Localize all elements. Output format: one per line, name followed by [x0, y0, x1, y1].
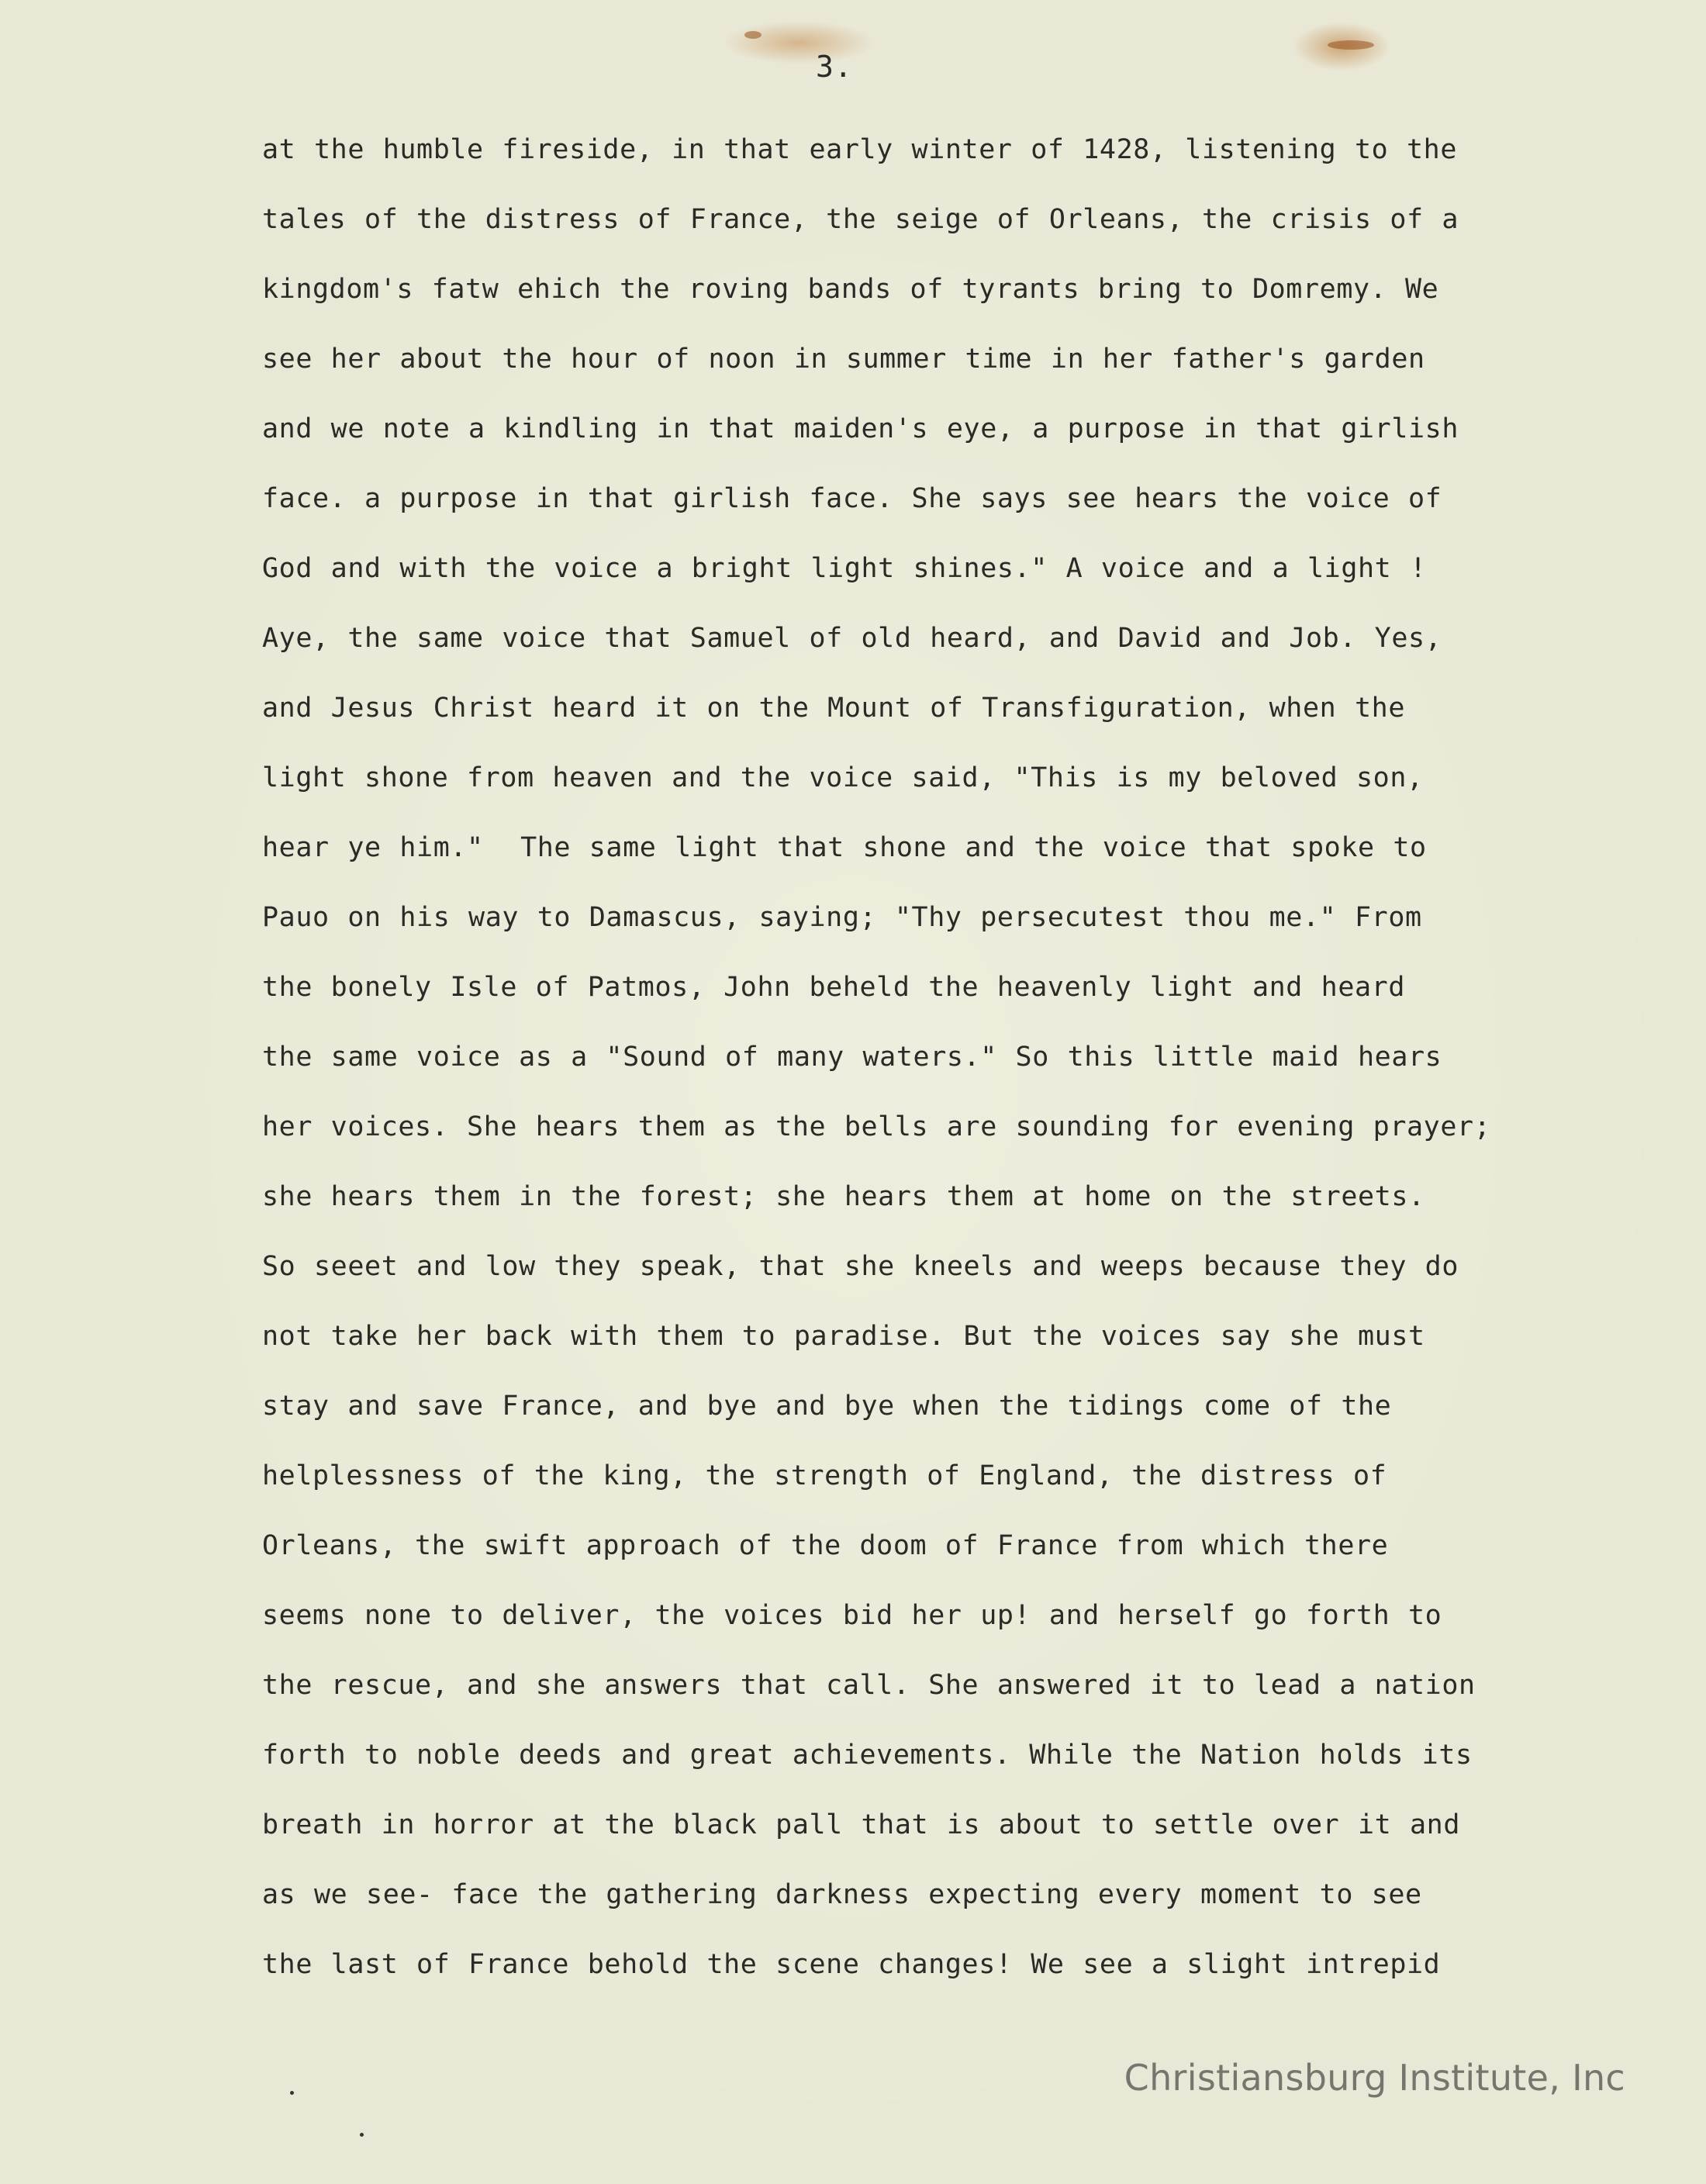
text-line: So seeet and low they speak, that she kneels and weeps because they do	[262, 1251, 1459, 1282]
text-line: at the humble fireside, in that early winter of 1428, listening to the	[262, 134, 1458, 165]
text-line: not take her back with them to paradise. But the voices say she must	[262, 1321, 1425, 1352]
text-line: the rescue, and she answers that call. She answered it to lead a nation	[262, 1670, 1476, 1701]
text-line: face. a purpose in that girlish face. She says see hears the voice of	[262, 483, 1442, 514]
text-line: she hears them in the forest; she hears them at home on the streets.	[262, 1181, 1425, 1212]
text-line: helplessness of the king, the strength of England, the distress of	[262, 1460, 1387, 1491]
text-line: and Jesus Christ heard it on the Mount of Transfiguration, when the	[262, 693, 1406, 724]
page-number: 3.	[816, 50, 853, 84]
text-line: Aye, the same voice that Samuel of old heard, and David and Job. Yes,	[262, 623, 1442, 654]
text-line: seems none to deliver, the voices bid her up! and herself go forth to	[262, 1600, 1442, 1631]
text-line: tales of the distress of France, the seige of Orleans, the crisis of a	[262, 204, 1459, 235]
text-line: stay and save France, and bye and bye when the tidings come of the	[262, 1391, 1392, 1422]
text-line: and we note a kindling in that maiden's eye, a purpose in that girlish	[262, 413, 1459, 444]
ink-speck	[290, 2091, 294, 2095]
rust-stain-left	[744, 31, 761, 39]
text-line: the last of France behold the scene changes! We see a slight intrepid	[262, 1949, 1441, 1980]
text-line: God and with the voice a bright light shines." A voice and a light !	[262, 553, 1427, 584]
watermark: Christiansburg Institute, Inc	[1124, 2057, 1625, 2099]
text-line: forth to noble deeds and great achievements. While the Nation holds its	[262, 1740, 1473, 1771]
text-line: Orleans, the swift approach of the doom of France from which there	[262, 1530, 1389, 1561]
text-line: see her about the hour of noon in summer time in her father's garden	[262, 344, 1425, 375]
text-line: kingdom's fatw ehich the roving bands of tyrants bring to Domremy. We	[262, 274, 1439, 305]
text-line: light shone from heaven and the voice said, "This is my beloved son,	[262, 762, 1424, 793]
text-line: the bonely Isle of Patmos, John beheld the heavenly light and heard	[262, 972, 1406, 1003]
text-line: the same voice as a "Sound of many waters." So this little maid hears	[262, 1042, 1442, 1073]
text-line: Pauo on his way to Damascus, saying; "Thy persecutest thou me." From	[262, 902, 1422, 933]
ink-speck	[360, 2133, 364, 2137]
text-line: as we see- face the gathering darkness expecting every moment to see	[262, 1879, 1422, 1910]
text-line: hear ye him." The same light that shone and the voice that spoke to	[262, 832, 1427, 863]
text-line: her voices. She hears them as the bells are sounding for evening prayer;	[262, 1111, 1491, 1142]
text-line: breath in horror at the black pall that is about to settle over it and	[262, 1809, 1461, 1840]
typewritten-text-body	[262, 115, 1596, 1999]
rust-stain-right	[1328, 40, 1374, 50]
